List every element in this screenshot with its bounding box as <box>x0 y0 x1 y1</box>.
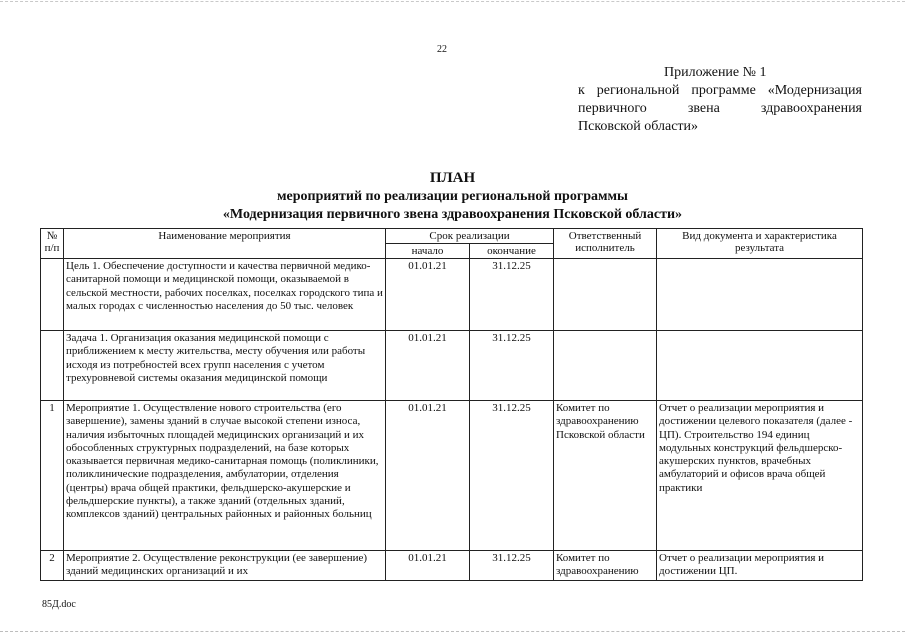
row-number: 2 <box>41 551 64 581</box>
appendix-block <box>578 64 862 136</box>
row-name: Мероприятие 2. Осуществление реконструкции (ее завершение) зданий медицинских организаций и их <box>64 551 386 581</box>
row-name: Цель 1. Обеспечение доступности и качества первичной медико-санитарной помощи и медицинской помощи, оказываемой в сельской местности, рабочих поселках, поселках городского типа и малых городах с численностью населения до 50 тыс. человек <box>64 259 386 331</box>
scan-edge-bottom <box>0 631 905 632</box>
row-end: 31.12.25 <box>470 259 554 331</box>
row-number: 1 <box>41 401 64 551</box>
file-name-footer: 85Д.doc <box>42 599 76 610</box>
scan-edge-top <box>0 1 905 2</box>
plan-table <box>40 228 863 581</box>
header-period: Срок реализации <box>386 229 554 244</box>
row-result <box>657 331 863 401</box>
row-name: Мероприятие 1. Осуществление нового строительства (его завершение), замены зданий в случае высокой степени износа, наличия избыточных площадей медицинских организаций и их обособленных структурных подразделений, на базе которых оказывается первичная медико-санитарная помощь (поликлиники, поликлинические подразделения, амбулатории, отделения (центры) врача общей практики, фельдшерско-акушерские и фельдшерские пункты), а также зданий (отдельных зданий, комплексов зданий) центральных районных и районных больниц <box>64 401 386 551</box>
appendix-line: к региональной программе «Модернизация <box>578 83 862 98</box>
header-end: окончание <box>470 244 554 259</box>
plan-subtitle <box>0 188 905 224</box>
row-result: Отчет о реализации мероприятия и достижении ЦП. <box>657 551 863 581</box>
plan-title: ПЛАН <box>429 170 476 186</box>
row-executor: Комитет по здравоохранению Псковской области <box>554 401 657 551</box>
row-start: 01.01.21 <box>386 331 470 401</box>
header-number: № п/п <box>41 229 64 259</box>
plan-subtitle-line: мероприятий по реализации региональной программы <box>277 189 628 204</box>
header-executor: Ответственный исполнитель <box>554 229 657 259</box>
row-end: 31.12.25 <box>470 551 554 581</box>
row-end: 31.12.25 <box>470 401 554 551</box>
row-result <box>657 259 863 331</box>
header-result: Вид документа и характеристика результата <box>657 229 863 259</box>
row-start: 01.01.21 <box>386 401 470 551</box>
row-start: 01.01.21 <box>386 259 470 331</box>
row-name: Задача 1. Организация оказания медицинской помощи с приближением к месту жительства, месту обучения или работы исходя из потребностей всех групп населения с учетом трехуровневой системы оказания медицинской помощи <box>64 331 386 401</box>
page-number: 22 <box>437 44 447 55</box>
row-start: 01.01.21 <box>386 551 470 581</box>
table-row <box>41 551 863 581</box>
plan-subtitle-line: «Модернизация первичного звена здравоохранения Псковской области» <box>222 207 683 222</box>
row-executor: Комитет по здравоохранению <box>554 551 657 581</box>
row-executor <box>554 259 657 331</box>
row-result: Отчет о реализации мероприятия и достижении целевого показателя (далее - ЦП). Строительство 194 единиц модульных конструкций фельдшерско-акушерских пунктов, врачебных амбулаторий и офисов врача общей практики <box>657 401 863 551</box>
row-number <box>41 259 64 331</box>
appendix-title: Приложение № 1 <box>664 65 767 80</box>
row-number <box>41 331 64 401</box>
row-end: 31.12.25 <box>470 331 554 401</box>
header-start: начало <box>386 244 470 259</box>
header-name: Наименование мероприятия <box>64 229 386 259</box>
appendix-line: Псковской области» <box>578 119 699 134</box>
table-row <box>41 259 863 331</box>
appendix-line: первичного звена здравоохранения <box>578 101 862 116</box>
table-row <box>41 331 863 401</box>
row-executor <box>554 331 657 401</box>
table-row <box>41 401 863 551</box>
